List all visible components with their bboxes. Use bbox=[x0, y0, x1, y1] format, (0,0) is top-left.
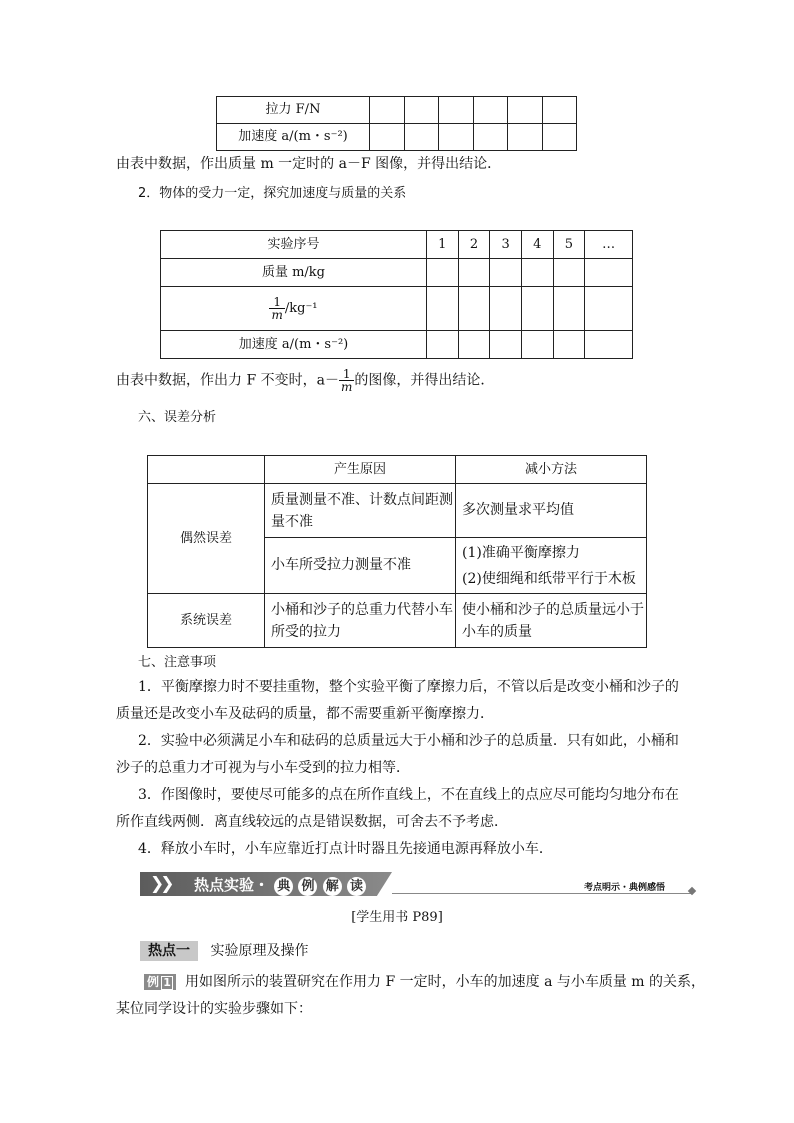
cause-3: 小桶和沙子的总重力代替小车所受的拉力 bbox=[265, 594, 456, 648]
chevron-icon: ❯❯ bbox=[150, 874, 171, 894]
banner-char-1: 典 bbox=[274, 877, 293, 896]
student-book-ref: [学生用书 P89] bbox=[351, 910, 443, 925]
col-3: 3 bbox=[490, 231, 522, 259]
col-2: 2 bbox=[458, 231, 490, 259]
cause-1: 质量测量不准、计数点间距测量不准 bbox=[265, 484, 456, 538]
col-more: … bbox=[585, 231, 633, 259]
error-analysis-table bbox=[147, 455, 647, 648]
force-table bbox=[216, 96, 577, 151]
force-row-label: 拉力 F/N bbox=[217, 97, 370, 124]
method-3: 使小桶和沙子的总质量远小于小车的质量 bbox=[456, 594, 647, 648]
inverse-mass-row-label: $\frac{1}{m}$ /kg⁻¹ bbox=[161, 287, 427, 331]
trial-number-label: 实验序号 bbox=[161, 231, 427, 259]
example-tag: 例 1 bbox=[144, 974, 176, 990]
col-1: 1 bbox=[427, 231, 459, 259]
random-error-label: 偶然误差 bbox=[148, 484, 265, 594]
hotspot-title: 实验原理及操作 bbox=[210, 943, 309, 959]
banner-char-4: 读 bbox=[347, 877, 366, 896]
col-5: 5 bbox=[553, 231, 585, 259]
banner-char-2: 例 bbox=[298, 877, 317, 896]
hotspot-heading bbox=[140, 940, 308, 962]
banner-char-3: 解 bbox=[323, 877, 342, 896]
banner-title: 热点实验・ bbox=[194, 876, 270, 894]
banner-right-text: 考点明示・典例感悟 bbox=[584, 883, 666, 893]
mass-table bbox=[160, 230, 633, 359]
section-6-title: 六、误差分析 bbox=[138, 410, 217, 425]
systematic-error-label: 系统误差 bbox=[148, 594, 265, 648]
method-2: (1)准确平衡摩擦力 (2)使细绳和纸带平行于木板 bbox=[456, 538, 647, 594]
col-4: 4 bbox=[521, 231, 553, 259]
section-2-title: 2．物体的受力一定，探究加速度与质量的关系 bbox=[138, 186, 407, 201]
cause-2: 小车所受拉力测量不准 bbox=[265, 538, 456, 594]
header-method: 减小方法 bbox=[456, 456, 647, 484]
method-1: 多次测量求平均值 bbox=[456, 484, 647, 538]
acceleration-row-label: 加速度 a/(m・s⁻²) bbox=[217, 124, 370, 151]
acceleration-row-label-2: 加速度 a/(m・s⁻²) bbox=[161, 331, 427, 359]
para-1: 由表中数据，作出质量 m 一定时的 a－F 图像，并得出结论． bbox=[116, 156, 502, 172]
section-banner bbox=[140, 872, 700, 896]
header-cause: 产生原因 bbox=[265, 456, 456, 484]
section-7-title: 七、注意事项 bbox=[138, 655, 217, 670]
para-2: 由表中数据，作出力 F 不变时，a－ $\frac{1}{m}$ 的图像，并得出结论． bbox=[116, 367, 495, 394]
hotspot-tag: 热点一 bbox=[140, 941, 198, 961]
mass-row-label: 质量 m/kg bbox=[161, 259, 427, 287]
